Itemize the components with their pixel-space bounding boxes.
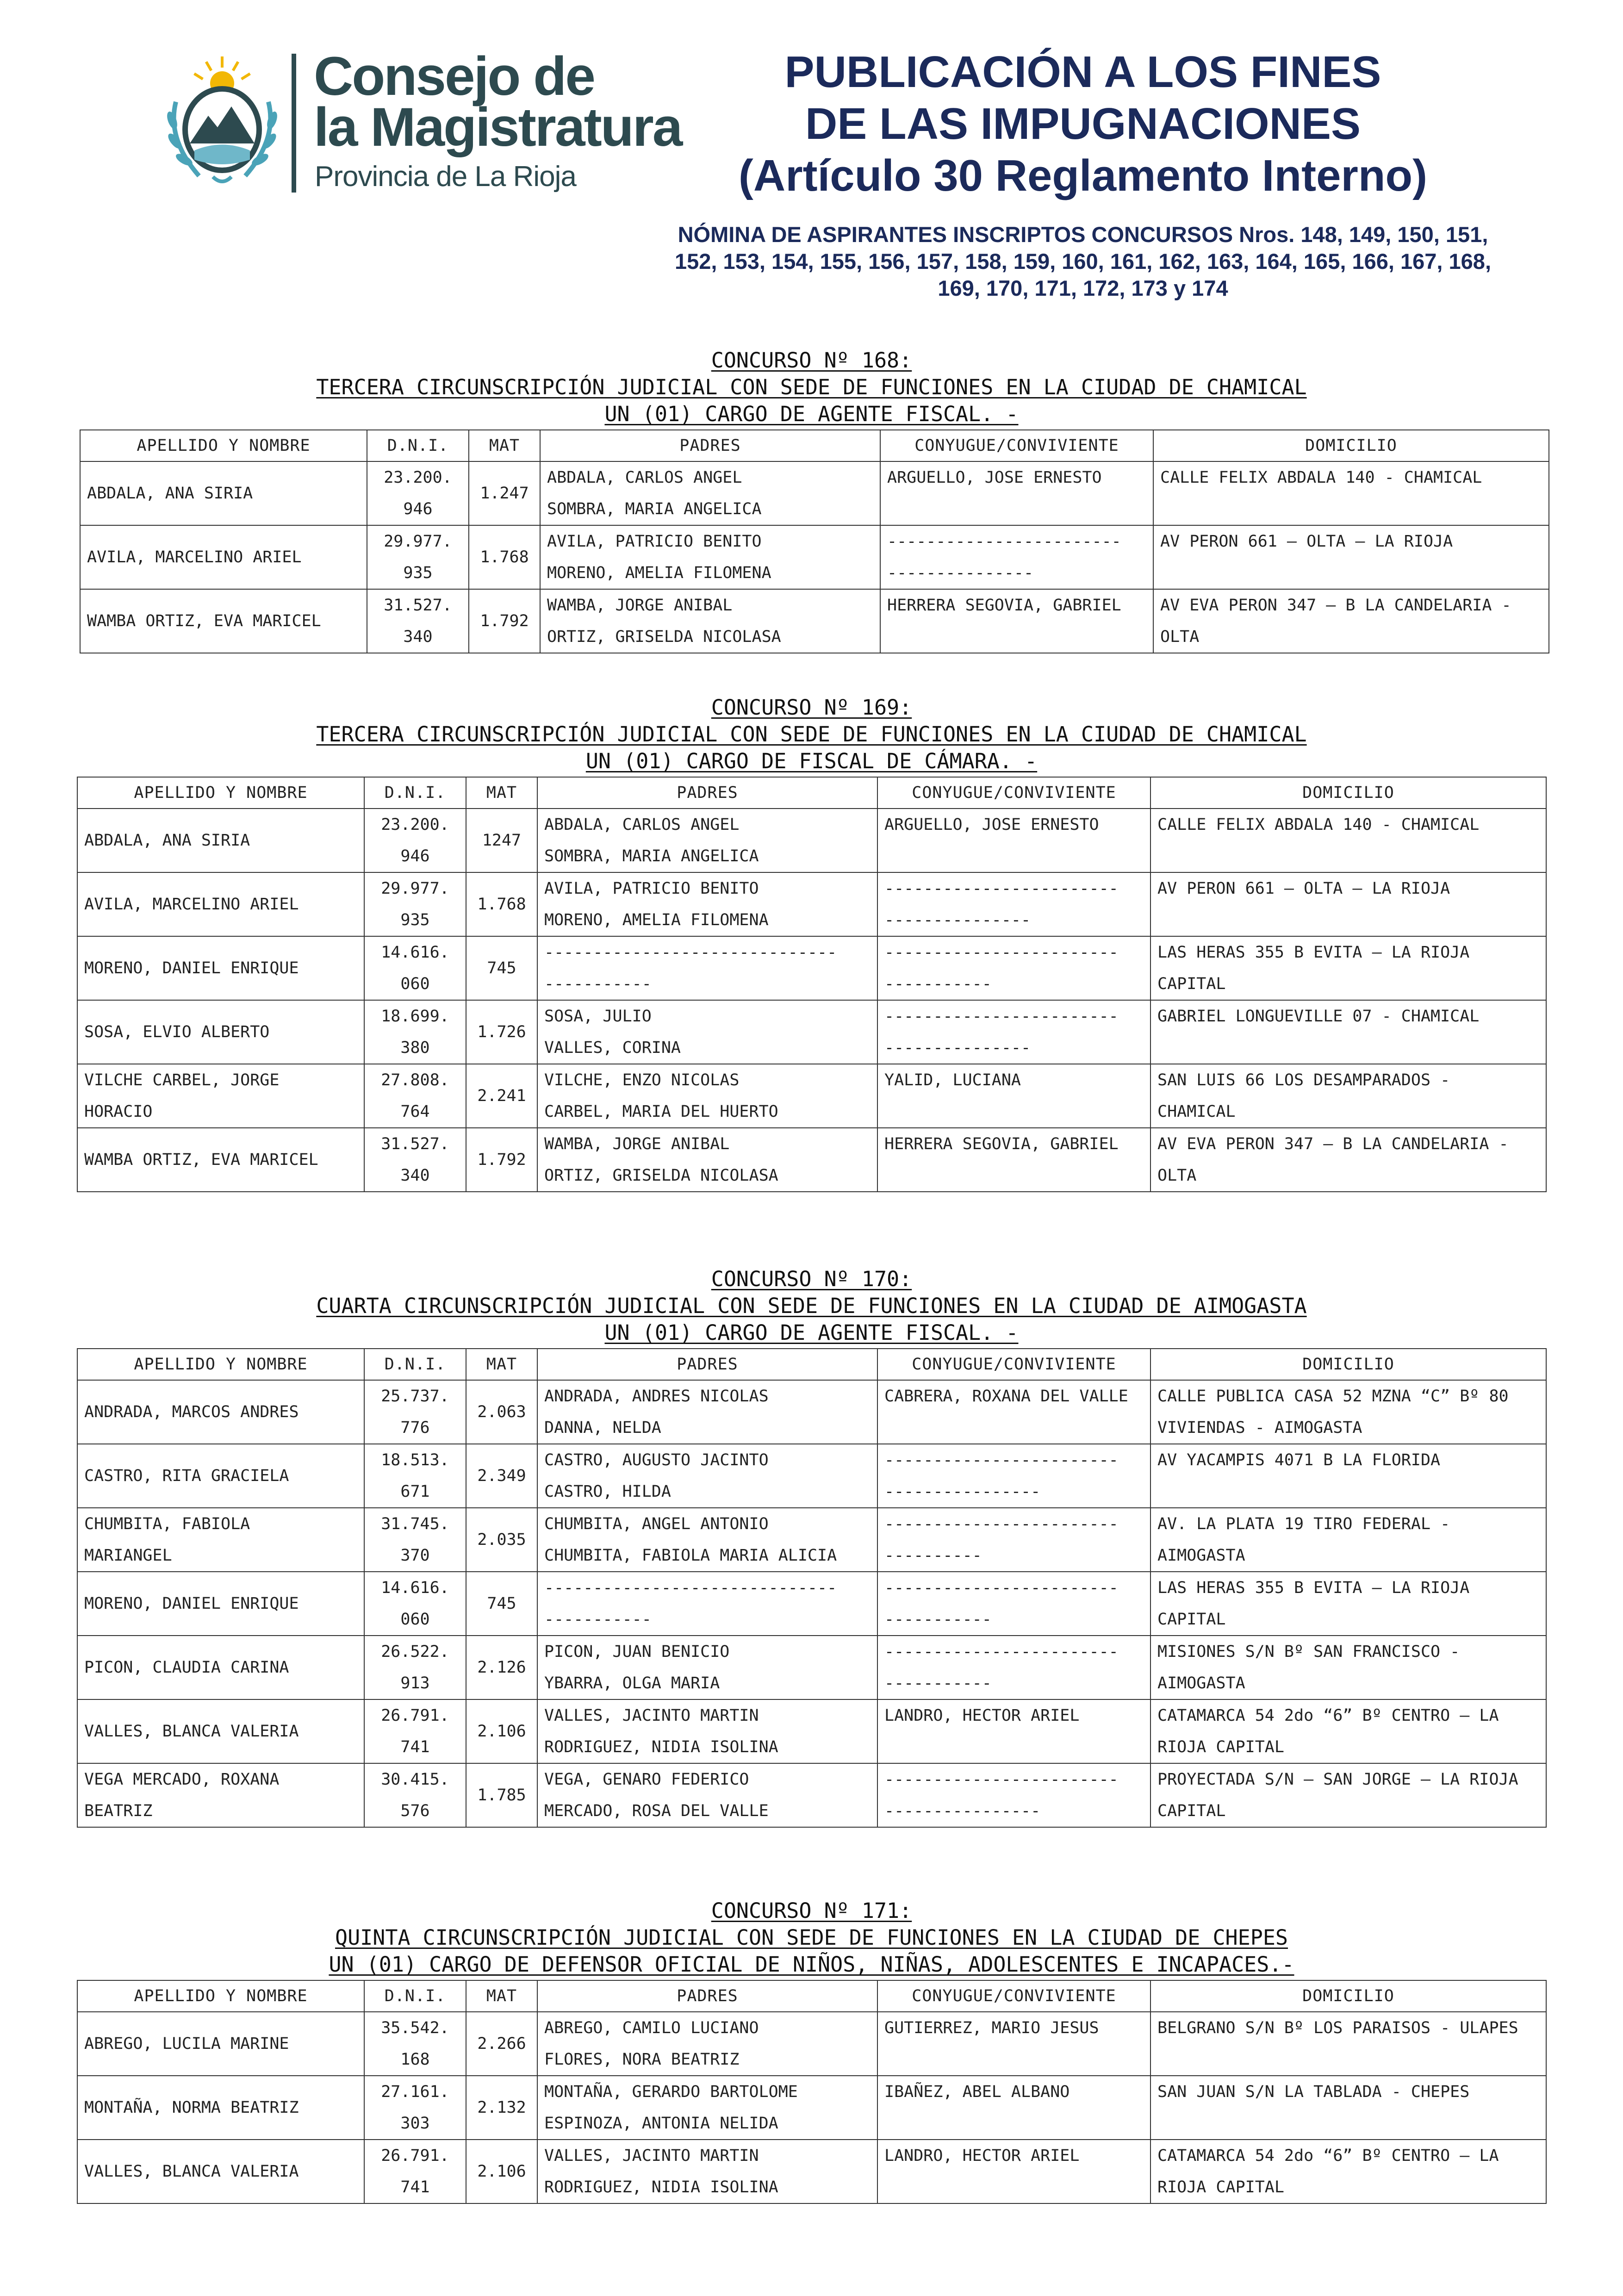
cell-dni: 31.527. 340: [367, 589, 469, 653]
concurso-cargo: [0, 1319, 1623, 1346]
cell-conyuge: IBAÑEZ, ABEL ALBANO: [877, 2076, 1150, 2140]
column-header: DOMICILIO: [1150, 777, 1546, 809]
column-header: DOMICILIO: [1150, 1980, 1546, 2012]
cell-padres: WAMBA, JORGE ANIBAL ORTIZ, GRISELDA NICOLASA: [540, 589, 880, 653]
column-header: D.N.I.: [364, 1980, 466, 2012]
cell-nombre: MONTAÑA, NORMA BEATRIZ: [77, 2076, 364, 2140]
table-header-row: [77, 777, 1546, 809]
concurso-heading-text: CONCURSO Nº 169:: [711, 695, 912, 720]
cell-nombre: AVILA, MARCELINO ARIEL: [77, 872, 364, 936]
cell-mat: 2.035: [466, 1508, 537, 1572]
cell-nombre: WAMBA ORTIZ, EVA MARICEL: [77, 1128, 364, 1192]
cell-domicilio: AV YACAMPIS 4071 B LA FLORIDA: [1150, 1444, 1546, 1508]
cell-nombre: AVILA, MARCELINO ARIEL: [80, 525, 367, 589]
cell-dni: 23.200. 946: [364, 809, 466, 872]
table-row: [77, 1064, 1546, 1128]
concurso-section: [0, 1266, 1623, 1828]
cell-dni: 18.699. 380: [364, 1000, 466, 1064]
concurso-circunscripcion-text: CUARTA CIRCUNSCRIPCIÓN JUDICIAL CON SEDE DE FUNCIONES EN LA CIUDAD DE AIMOGASTA: [316, 1294, 1307, 1318]
column-header: CONYUGUE/CONVIVIENTE: [877, 777, 1150, 809]
logo: [157, 46, 682, 204]
cell-nombre: WAMBA ORTIZ, EVA MARICEL: [80, 589, 367, 653]
concurso-section: [0, 694, 1623, 1192]
cell-padres: VILCHE, ENZO NICOLAS CARBEL, MARIA DEL HUERTO: [537, 1064, 877, 1128]
cell-padres: ------------------------------ -----------: [537, 1572, 877, 1636]
title-line-1: PUBLICACIÓN A LOS FINES: [784, 47, 1381, 97]
cell-mat: 2.126: [466, 1636, 537, 1699]
column-header: MAT: [466, 1349, 537, 1380]
cell-domicilio: AV PERON 661 – OLTA – LA RIOJA: [1150, 872, 1546, 936]
cell-nombre: SOSA, ELVIO ALBERTO: [77, 1000, 364, 1064]
cell-padres: ABDALA, CARLOS ANGEL SOMBRA, MARIA ANGELICA: [537, 809, 877, 872]
concurso-cargo: [0, 1951, 1623, 1978]
cell-mat: 2.063: [466, 1380, 537, 1444]
concurso-cargo-text: UN (01) CARGO DE FISCAL DE CÁMARA. -: [585, 749, 1038, 773]
table-row: [77, 1699, 1546, 1763]
table-row: [80, 525, 1549, 589]
cell-dni: 26.791. 741: [364, 1699, 466, 1763]
table-row: [77, 1636, 1546, 1699]
logo-divider: [292, 54, 296, 193]
cell-conyuge: LANDRO, HECTOR ARIEL: [877, 1699, 1150, 1763]
table-row: [77, 1444, 1546, 1508]
column-header: PADRES: [537, 1349, 877, 1380]
consejo-emblem-icon: [157, 51, 287, 190]
table-row: [77, 1508, 1546, 1572]
cell-nombre: VALLES, BLANCA VALERIA: [77, 1699, 364, 1763]
cell-domicilio: PROYECTADA S/N – SAN JORGE – LA RIOJA CAPITAL: [1150, 1763, 1546, 1827]
column-header: D.N.I.: [364, 1349, 466, 1380]
column-header: MAT: [466, 1980, 537, 2012]
column-header: MAT: [469, 430, 540, 461]
cell-nombre: PICON, CLAUDIA CARINA: [77, 1636, 364, 1699]
concurso-section: [0, 1898, 1623, 2204]
cell-nombre: VEGA MERCADO, ROXANA BEATRIZ: [77, 1763, 364, 1827]
cell-mat: 2.106: [466, 2140, 537, 2203]
column-header: CONYUGUE/CONVIVIENTE: [877, 1349, 1150, 1380]
cell-dni: 30.415. 576: [364, 1763, 466, 1827]
cell-nombre: ABDALA, ANA SIRIA: [77, 809, 364, 872]
table-row: [77, 2076, 1546, 2140]
cell-dni: 23.200. 946: [367, 461, 469, 525]
cell-nombre: CASTRO, RITA GRACIELA: [77, 1444, 364, 1508]
cell-padres: ABREGO, CAMILO LUCIANO FLORES, NORA BEATRIZ: [537, 2012, 877, 2076]
cell-padres: MONTAÑA, GERARDO BARTOLOME ESPINOZA, ANTONIA NELIDA: [537, 2076, 877, 2140]
cell-mat: 1.792: [469, 589, 540, 653]
cell-dni: 26.522. 913: [364, 1636, 466, 1699]
title-line-2: DE LAS IMPUGNACIONES: [805, 99, 1361, 149]
logo-subtitle: Provincia de La Rioja: [315, 161, 576, 193]
cell-dni: 25.737. 776: [364, 1380, 466, 1444]
cell-conyuge: ------------------------ ----------: [877, 1508, 1150, 1572]
table-row: [77, 1128, 1546, 1192]
table-row: [77, 1763, 1546, 1827]
cell-mat: 2.266: [466, 2012, 537, 2076]
column-header: CONYUGUE/CONVIVIENTE: [877, 1980, 1150, 2012]
cell-padres: CASTRO, AUGUSTO JACINTO CASTRO, HILDA: [537, 1444, 877, 1508]
cell-conyuge: YALID, LUCIANA: [877, 1064, 1150, 1128]
column-header: MAT: [466, 777, 537, 809]
cell-padres: AVILA, PATRICIO BENITO MORENO, AMELIA FILOMENA: [540, 525, 880, 589]
cell-dni: 14.616. 060: [364, 936, 466, 1000]
cell-domicilio: CALLE PUBLICA CASA 52 MZNA “C” Bº 80 VIVIENDAS - AIMOGASTA: [1150, 1380, 1546, 1444]
cell-mat: 2.106: [466, 1699, 537, 1763]
concurso-cargo-text: UN (01) CARGO DE DEFENSOR OFICIAL DE NIÑOS, NIÑAS, ADOLESCENTES E INCAPACES.-: [329, 1952, 1294, 1977]
cell-nombre: ANDRADA, MARCOS ANDRES: [77, 1380, 364, 1444]
logo-title: [314, 46, 682, 158]
cell-domicilio: CALLE FELIX ABDALA 140 - CHAMICAL: [1153, 461, 1549, 525]
column-header: CONYUGUE/CONVIVIENTE: [880, 430, 1153, 461]
cell-padres: VEGA, GENARO FEDERICO MERCADO, ROSA DEL VALLE: [537, 1763, 877, 1827]
cell-mat: 1.247: [469, 461, 540, 525]
table-row: [77, 2012, 1546, 2076]
cell-padres: VALLES, JACINTO MARTIN RODRIGUEZ, NIDIA ISOLINA: [537, 2140, 877, 2203]
table-header-row: [80, 430, 1549, 461]
cell-domicilio: MISIONES S/N Bº SAN FRANCISCO - AIMOGASTA: [1150, 1636, 1546, 1699]
concurso-heading: [0, 694, 1623, 721]
cell-nombre: ABDALA, ANA SIRIA: [80, 461, 367, 525]
cell-dni: 31.527. 340: [364, 1128, 466, 1192]
cell-conyuge: HERRERA SEGOVIA, GABRIEL: [877, 1128, 1150, 1192]
concurso-circunscripcion-text: TERCERA CIRCUNSCRIPCIÓN JUDICIAL CON SEDE DE FUNCIONES EN LA CIUDAD DE CHAMICAL: [316, 722, 1307, 747]
cell-domicilio: AV PERON 661 – OLTA – LA RIOJA: [1153, 525, 1549, 589]
cell-padres: ANDRADA, ANDRES NICOLAS DANNA, NELDA: [537, 1380, 877, 1444]
column-header: APELLIDO Y NOMBRE: [77, 1980, 364, 2012]
cell-conyuge: ------------------------ -----------: [877, 936, 1150, 1000]
cell-nombre: ABREGO, LUCILA MARINE: [77, 2012, 364, 2076]
concurso-heading-text: CONCURSO Nº 168:: [711, 348, 912, 373]
cell-mat: 1.785: [466, 1763, 537, 1827]
cell-domicilio: LAS HERAS 355 B EVITA – LA RIOJA CAPITAL: [1150, 936, 1546, 1000]
cell-padres: WAMBA, JORGE ANIBAL ORTIZ, GRISELDA NICOLASA: [537, 1128, 877, 1192]
table-row: [77, 2140, 1546, 2203]
cell-padres: CHUMBITA, ANGEL ANTONIO CHUMBITA, FABIOLA MARIA ALICIA: [537, 1508, 877, 1572]
cell-mat: 1.792: [466, 1128, 537, 1192]
cell-conyuge: GUTIERREZ, MARIO JESUS: [877, 2012, 1150, 2076]
concurso-section: [0, 347, 1623, 653]
cell-nombre: VALLES, BLANCA VALERIA: [77, 2140, 364, 2203]
cell-nombre: CHUMBITA, FABIOLA MARIANGEL: [77, 1508, 364, 1572]
cell-mat: 1.726: [466, 1000, 537, 1064]
cell-dni: 29.977. 935: [364, 872, 466, 936]
table-row: [80, 589, 1549, 653]
table-row: [77, 809, 1546, 872]
cell-mat: 745: [466, 936, 537, 1000]
concurso-heading: [0, 347, 1623, 374]
title-line-3: (Artículo 30 Reglamento Interno): [738, 151, 1428, 200]
cell-domicilio: AV EVA PERON 347 – B LA CANDELARIA - OLTA: [1153, 589, 1549, 653]
cell-dni: 27.161. 303: [364, 2076, 466, 2140]
table-row: [77, 1572, 1546, 1636]
table-row: [77, 1380, 1546, 1444]
cell-dni: 18.513. 671: [364, 1444, 466, 1508]
concurso-heading-text: CONCURSO Nº 170:: [711, 1267, 912, 1291]
cell-dni: 31.745. 370: [364, 1508, 466, 1572]
cell-conyuge: ------------------------ -----------: [877, 1572, 1150, 1636]
cell-domicilio: CATAMARCA 54 2do “6” Bº CENTRO – LA RIOJA CAPITAL: [1150, 1699, 1546, 1763]
table-header-row: [77, 1349, 1546, 1380]
column-header: PADRES: [537, 1980, 877, 2012]
table-row: [80, 461, 1549, 525]
cell-mat: 1247: [466, 809, 537, 872]
cell-conyuge: LANDRO, HECTOR ARIEL: [877, 2140, 1150, 2203]
cell-conyuge: ------------------------ -----------: [877, 1636, 1150, 1699]
cell-dni: 35.542. 168: [364, 2012, 466, 2076]
logo-line2: la Magistratura: [314, 97, 682, 158]
concurso-heading: [0, 1266, 1623, 1293]
column-header: APELLIDO Y NOMBRE: [77, 777, 364, 809]
concurso-heading: [0, 1898, 1623, 1924]
cell-nombre: MORENO, DANIEL ENRIQUE: [77, 1572, 364, 1636]
cell-padres: VALLES, JACINTO MARTIN RODRIGUEZ, NIDIA ISOLINA: [537, 1699, 877, 1763]
cell-mat: 1.768: [466, 872, 537, 936]
cell-mat: 745: [466, 1572, 537, 1636]
concurso-circunscripcion: [0, 1924, 1623, 1951]
cell-conyuge: HERRERA SEGOVIA, GABRIEL: [880, 589, 1153, 653]
column-header: D.N.I.: [367, 430, 469, 461]
cell-mat: 2.132: [466, 2076, 537, 2140]
cell-conyuge: ------------------------ ---------------: [880, 525, 1153, 589]
column-header: D.N.I.: [364, 777, 466, 809]
cell-nombre: VILCHE CARBEL, JORGE HORACIO: [77, 1064, 364, 1128]
table-row: [77, 1000, 1546, 1064]
cell-domicilio: SAN JUAN S/N LA TABLADA - CHEPES: [1150, 2076, 1546, 2140]
cell-conyuge: ------------------------ ---------------: [877, 872, 1150, 936]
concurso-cargo: [0, 748, 1623, 775]
concurso-heading-text: CONCURSO Nº 171:: [711, 1898, 912, 1923]
cell-dni: 27.808. 764: [364, 1064, 466, 1128]
table-row: [77, 936, 1546, 1000]
column-header: DOMICILIO: [1150, 1349, 1546, 1380]
cell-mat: 2.241: [466, 1064, 537, 1128]
cell-dni: 26.791. 741: [364, 2140, 466, 2203]
cell-domicilio: AV EVA PERON 347 – B LA CANDELARIA - OLTA: [1150, 1128, 1546, 1192]
concurso-cargo-text: UN (01) CARGO DE AGENTE FISCAL. -: [604, 402, 1019, 426]
cell-padres: SOSA, JULIO VALLES, CORINA: [537, 1000, 877, 1064]
cell-conyuge: CABRERA, ROXANA DEL VALLE: [877, 1380, 1150, 1444]
cell-conyuge: ------------------------ ---------------: [877, 1000, 1150, 1064]
cell-domicilio: CALLE FELIX ABDALA 140 - CHAMICAL: [1150, 809, 1546, 872]
column-header: APELLIDO Y NOMBRE: [77, 1349, 364, 1380]
aspirantes-table: [80, 429, 1549, 653]
publication-title: [671, 46, 1495, 202]
concurso-circunscripcion: [0, 374, 1623, 401]
column-header: PADRES: [537, 777, 877, 809]
cell-domicilio: GABRIEL LONGUEVILLE 07 - CHAMICAL: [1150, 1000, 1546, 1064]
cell-padres: ------------------------------ -----------: [537, 936, 877, 1000]
aspirantes-table: [77, 777, 1547, 1192]
cell-nombre: MORENO, DANIEL ENRIQUE: [77, 936, 364, 1000]
cell-dni: 14.616. 060: [364, 1572, 466, 1636]
column-header: APELLIDO Y NOMBRE: [80, 430, 367, 461]
concurso-cargo: [0, 401, 1623, 428]
cell-conyuge: ------------------------ ----------------: [877, 1444, 1150, 1508]
cell-padres: ABDALA, CARLOS ANGEL SOMBRA, MARIA ANGELICA: [540, 461, 880, 525]
concurso-cargo-text: UN (01) CARGO DE AGENTE FISCAL. -: [604, 1320, 1019, 1345]
cell-conyuge: ------------------------ ----------------: [877, 1763, 1150, 1827]
aspirantes-table: [77, 1348, 1547, 1828]
table-row: [77, 872, 1546, 936]
cell-domicilio: SAN LUIS 66 LOS DESAMPARADOS - CHAMICAL: [1150, 1064, 1546, 1128]
concurso-circunscripcion-text: QUINTA CIRCUNSCRIPCIÓN JUDICIAL CON SEDE DE FUNCIONES EN LA CIUDAD DE CHEPES: [335, 1925, 1288, 1950]
cell-domicilio: BELGRANO S/N Bº LOS PARAISOS - ULAPES: [1150, 2012, 1546, 2076]
cell-dni: 29.977. 935: [367, 525, 469, 589]
concurso-circunscripcion: [0, 721, 1623, 748]
cell-domicilio: AV. LA PLATA 19 TIRO FEDERAL - AIMOGASTA: [1150, 1508, 1546, 1572]
cell-conyuge: ARGUELLO, JOSE ERNESTO: [880, 461, 1153, 525]
cell-mat: 1.768: [469, 525, 540, 589]
column-header: DOMICILIO: [1153, 430, 1549, 461]
cell-conyuge: ARGUELLO, JOSE ERNESTO: [877, 809, 1150, 872]
column-header: PADRES: [540, 430, 880, 461]
table-header-row: [77, 1980, 1546, 2012]
cell-mat: 2.349: [466, 1444, 537, 1508]
concurso-circunscripcion: [0, 1293, 1623, 1319]
nomina-text: NÓMINA DE ASPIRANTES INSCRIPTOS CONCURSOS Nros. 148, 149, 150, 151, 152, 153, 154, 155, 156, 157, 158, 159, 160, 161, 162, 163, 164, 165, 166, 167, 168, 169, 170, 171, 172, 173 y 174: [674, 222, 1491, 300]
logo-line1: Consejo de: [314, 46, 594, 107]
cell-padres: PICON, JUAN BENICIO YBARRA, OLGA MARIA: [537, 1636, 877, 1699]
concurso-circunscripcion-text: TERCERA CIRCUNSCRIPCIÓN JUDICIAL CON SEDE DE FUNCIONES EN LA CIUDAD DE CHAMICAL: [316, 375, 1307, 399]
cell-domicilio: CATAMARCA 54 2do “6” Bº CENTRO – LA RIOJA CAPITAL: [1150, 2140, 1546, 2203]
cell-padres: AVILA, PATRICIO BENITO MORENO, AMELIA FILOMENA: [537, 872, 877, 936]
cell-domicilio: LAS HERAS 355 B EVITA – LA RIOJA CAPITAL: [1150, 1572, 1546, 1636]
aspirantes-table: [77, 1980, 1547, 2204]
